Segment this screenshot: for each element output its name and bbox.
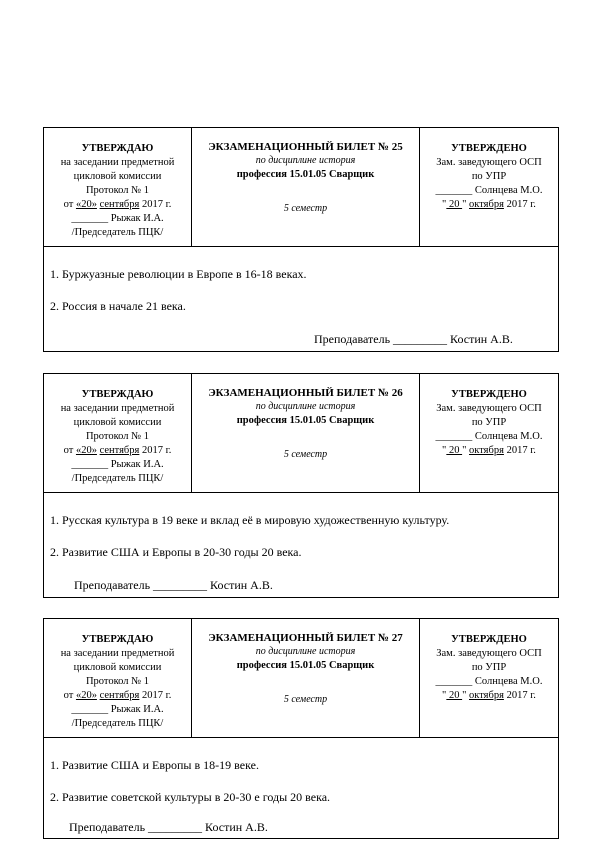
- deputy-signature: _______ Солнцева М.О.: [435, 676, 543, 687]
- chair-signature: _______ Рыжак И.А.: [71, 213, 164, 224]
- date-suffix: 2017 г.: [506, 199, 536, 210]
- protocol-date: [44, 444, 191, 458]
- ticket-info: [192, 128, 420, 246]
- approval-right: [420, 374, 558, 492]
- date-day: «20»: [75, 690, 97, 701]
- exam-ticket: [43, 127, 559, 352]
- date-day: 20: [446, 445, 463, 456]
- approve-title: УТВЕРЖДАЮ: [81, 389, 154, 400]
- approval-date: [420, 198, 558, 212]
- approved-title: УТВЕРЖДЕНО: [451, 634, 527, 645]
- deputy-signature: _______ Солнцева М.О.: [435, 185, 543, 196]
- date-month: сентября: [99, 690, 140, 701]
- deputy-line-2: по УПР: [471, 662, 507, 673]
- approval-left: [44, 374, 192, 492]
- deputy-signature: _______ Солнцева М.О.: [435, 431, 543, 442]
- question-1: 1. Буржуазные революции в Европе в 16-18 веках.: [50, 267, 307, 281]
- date-quote-close: ": [462, 690, 467, 701]
- profession: профессия 15.01.05 Сварщик: [236, 415, 375, 426]
- date-prefix: от: [63, 690, 74, 701]
- committee-line-1: на заседании предметной: [60, 403, 175, 414]
- protocol-date: [44, 689, 191, 703]
- committee-line-2: цикловой комиссии: [73, 662, 162, 673]
- discipline: по дисциплине история: [255, 155, 356, 166]
- ticket-questions: [44, 247, 558, 351]
- committee-line-1: на заседании предметной: [60, 648, 175, 659]
- protocol-date: [44, 198, 191, 212]
- exam-ticket: [43, 373, 559, 598]
- ticket-title: ЭКЗАМЕНАЦИОННЫЙ БИЛЕТ № 27: [208, 632, 403, 644]
- ticket-info: [192, 619, 420, 737]
- question-1: 1. Развитие США и Европы в 18-19 веке.: [50, 758, 259, 772]
- chair-role: /Председатель ПЦК/: [71, 718, 164, 729]
- approval-date: [420, 444, 558, 458]
- ticket-title: ЭКЗАМЕНАЦИОННЫЙ БИЛЕТ № 25: [208, 141, 403, 153]
- date-suffix: 2017 г.: [506, 445, 536, 456]
- chair-signature: _______ Рыжак И.А.: [71, 459, 164, 470]
- deputy-line-1: Зам. заведующего ОСП: [436, 403, 542, 414]
- chair-signature: _______ Рыжак И.А.: [71, 704, 164, 715]
- question-1: 1. Русская культура в 19 веке и вклад её в мировую художественную культуру.: [50, 513, 450, 527]
- question-2: 2. Развитие советской культуры в 20-30 е годы 20 века.: [50, 790, 331, 804]
- approval-right: [420, 128, 558, 246]
- deputy-line-2: по УПР: [471, 171, 507, 182]
- date-month: октября: [469, 690, 504, 701]
- approval-left: [44, 128, 192, 246]
- date-quote-open: ": [442, 690, 447, 701]
- approval-right: [420, 619, 558, 737]
- date-suffix: 2017 г.: [141, 199, 172, 210]
- committee-line-1: на заседании предметной: [60, 157, 175, 168]
- deputy-line-2: по УПР: [471, 417, 507, 428]
- profession: профессия 15.01.05 Сварщик: [236, 169, 375, 180]
- date-quote-open: ": [442, 199, 447, 210]
- date-day: 20: [446, 690, 463, 701]
- date-quote-close: ": [462, 199, 467, 210]
- ticket-header: [44, 128, 558, 247]
- semester: 5 семестр: [283, 203, 328, 214]
- protocol-number: Протокол № 1: [85, 431, 150, 442]
- approve-title: УТВЕРЖДАЮ: [81, 143, 154, 154]
- date-quote-close: ": [462, 445, 467, 456]
- date-month: сентября: [99, 445, 140, 456]
- deputy-line-1: Зам. заведующего ОСП: [436, 157, 542, 168]
- approve-title: УТВЕРЖДАЮ: [81, 634, 154, 645]
- date-month: октября: [469, 199, 504, 210]
- date-day: 20: [446, 199, 463, 210]
- date-day: «20»: [75, 199, 97, 210]
- ticket-questions: [44, 738, 558, 838]
- date-quote-open: ": [442, 445, 447, 456]
- exam-ticket: [43, 618, 559, 839]
- deputy-line-1: Зам. заведующего ОСП: [436, 648, 542, 659]
- semester: 5 семестр: [283, 694, 328, 705]
- ticket-title: ЭКЗАМЕНАЦИОННЫЙ БИЛЕТ № 26: [208, 387, 403, 399]
- date-prefix: от: [63, 445, 74, 456]
- approved-title: УТВЕРЖДЕНО: [451, 389, 527, 400]
- discipline: по дисциплине история: [255, 646, 356, 657]
- committee-line-2: цикловой комиссии: [73, 417, 162, 428]
- protocol-number: Протокол № 1: [85, 676, 150, 687]
- ticket-header: [44, 374, 558, 493]
- teacher-signature: Преподаватель _________ Костин А.В.: [314, 332, 513, 346]
- approved-title: УТВЕРЖДЕНО: [451, 143, 527, 154]
- chair-role: /Председатель ПЦК/: [71, 227, 164, 238]
- question-2: 2. Россия в начале 21 века.: [50, 299, 186, 313]
- semester: 5 семестр: [283, 449, 328, 460]
- date-month: сентября: [99, 199, 140, 210]
- date-day: «20»: [75, 445, 97, 456]
- ticket-info: [192, 374, 420, 492]
- protocol-number: Протокол № 1: [85, 185, 150, 196]
- approval-date: [420, 689, 558, 703]
- committee-line-2: цикловой комиссии: [73, 171, 162, 182]
- date-prefix: от: [63, 199, 74, 210]
- date-month: октября: [469, 445, 504, 456]
- ticket-questions: [44, 493, 558, 597]
- date-suffix: 2017 г.: [141, 690, 172, 701]
- question-2: 2. Развитие США и Европы в 20-30 годы 20 века.: [50, 545, 302, 559]
- date-suffix: 2017 г.: [506, 690, 536, 701]
- approval-left: [44, 619, 192, 737]
- discipline: по дисциплине история: [255, 401, 356, 412]
- ticket-header: [44, 619, 558, 738]
- profession: профессия 15.01.05 Сварщик: [236, 660, 375, 671]
- teacher-signature: Преподаватель _________ Костин А.В.: [69, 820, 268, 834]
- chair-role: /Председатель ПЦК/: [71, 473, 164, 484]
- teacher-signature: Преподаватель _________ Костин А.В.: [74, 578, 273, 592]
- date-suffix: 2017 г.: [141, 445, 172, 456]
